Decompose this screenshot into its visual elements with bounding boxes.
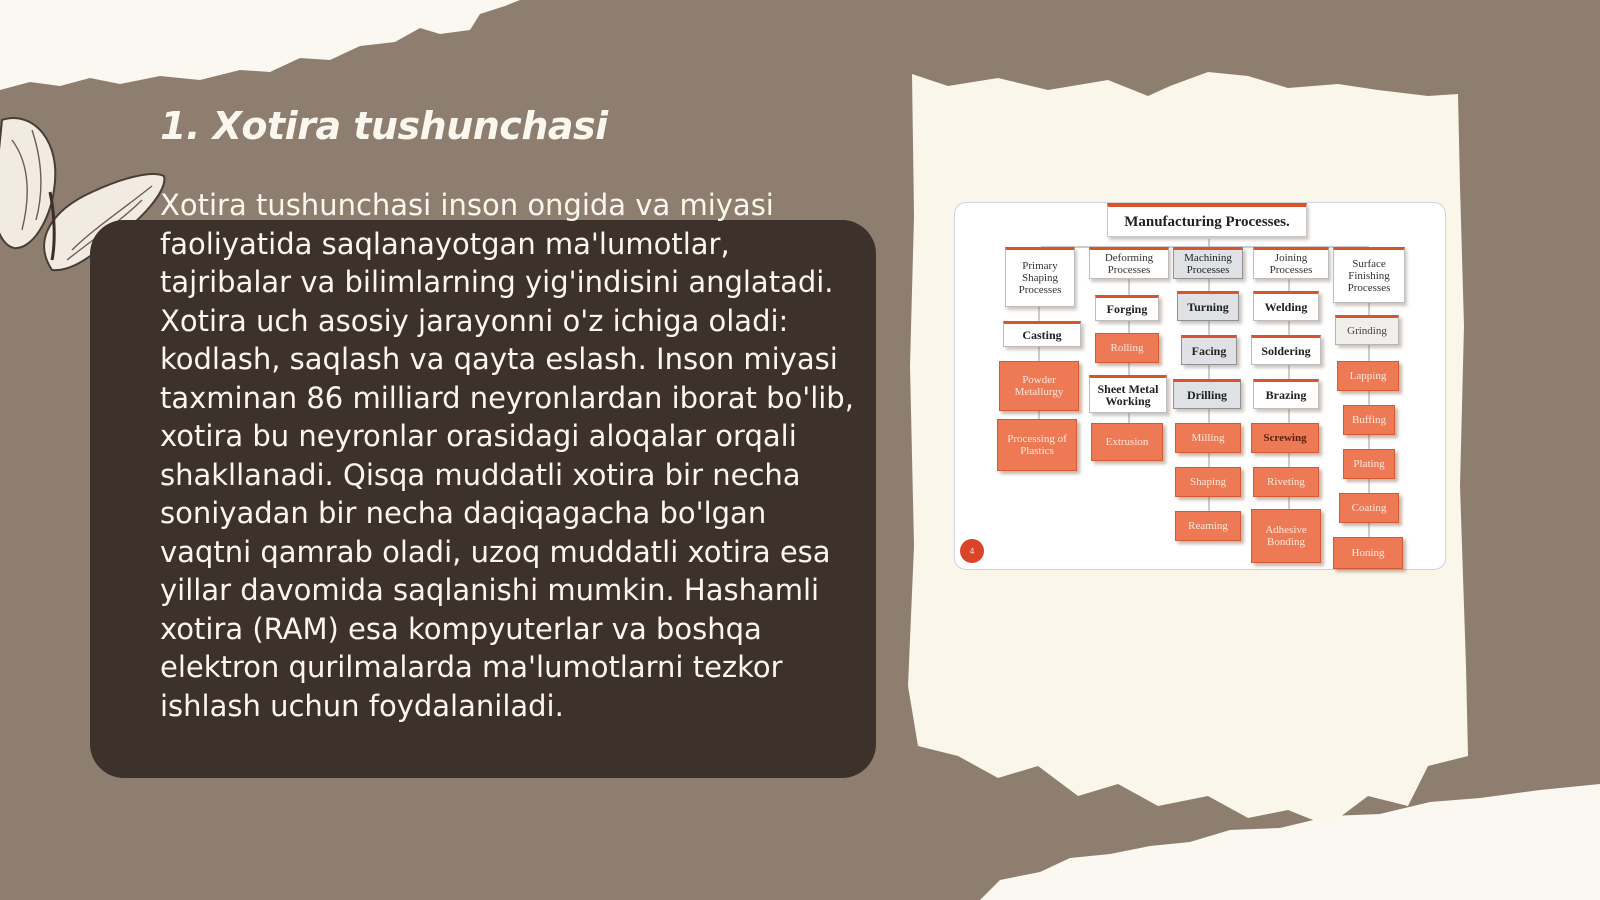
item-turning: Turning: [1177, 291, 1239, 321]
item-extrusion: Extrusion: [1091, 423, 1163, 461]
heading-deforming: Deforming Processes: [1089, 247, 1169, 279]
item-welding: Welding: [1253, 291, 1319, 321]
item-soldering: Soldering: [1251, 335, 1321, 365]
item-casting: Casting: [1003, 321, 1081, 347]
page-badge: 4: [960, 539, 984, 563]
item-powder-metallurgy: Powder Metallurgy: [999, 361, 1079, 411]
item-reaming: Reaming: [1175, 511, 1241, 541]
item-coating: Coating: [1339, 493, 1399, 523]
item-rolling: Rolling: [1095, 333, 1159, 363]
item-milling: Milling: [1175, 423, 1241, 453]
slide-body-text: Xotira tushunchasi inson ongida va miyasi faoliyatida saqlanayotgan ma'lumotlar, tajribalar va bilimlarning yig'indisini anglatadi. Xotira uch asosiy jarayonni o'z ichiga oladi: kodlash, saqlash va qayta eslash. Inson miyasi taxminan 86 milliard neyronlardan iborat bo'lib, xotira bu neyronlar orasidagi aloqalar orqali shakllanadi. Qisqa muddatli xotira bir necha soniyadan bir necha daqiqagacha bo'lgan vaqtni qamrab oladi, uzoq muddatli xotira esa yillar davomida saqlanishi mumkin. Hashamli xotira (RAM) esa kompyuterlar va boshqa elektron qurilmalarda ma'lumotlarni tezkor ishlash uchun foydalaniladi.: [160, 188, 854, 723]
heading-primary-shaping: Primary Shaping Processes: [1005, 247, 1075, 307]
item-facing: Facing: [1181, 335, 1237, 365]
diagram-title: Manufacturing Processes.: [1107, 203, 1307, 237]
item-shaping: Shaping: [1175, 467, 1241, 497]
item-lapping: Lapping: [1337, 361, 1399, 391]
item-honing: Honing: [1333, 537, 1403, 569]
item-screwing: Screwing: [1251, 423, 1319, 453]
item-adhesive-bonding: Adhesive Bonding: [1251, 509, 1321, 563]
item-grinding: Grinding: [1335, 315, 1399, 345]
item-forging: Forging: [1095, 295, 1159, 321]
item-processing-of-plastics: Processing of Plastics: [997, 419, 1077, 471]
heading-surface-finishing: Surface Finishing Processes: [1333, 247, 1405, 303]
item-riveting: Riveting: [1253, 467, 1319, 497]
item-buffing: Buffing: [1343, 405, 1395, 435]
item-plating: Plating: [1343, 449, 1395, 479]
item-brazing: Brazing: [1253, 379, 1319, 409]
manufacturing-diagram: [954, 202, 1446, 570]
slide-title: 1. Xotira tushunchasi: [160, 104, 608, 148]
heading-joining: Joining Processes: [1253, 247, 1329, 279]
item-sheet-metal-working: Sheet Metal Working: [1089, 375, 1167, 413]
torn-paper-top: [0, 0, 520, 110]
item-drilling: Drilling: [1173, 379, 1241, 409]
heading-machining: Machining Processes: [1173, 247, 1243, 279]
